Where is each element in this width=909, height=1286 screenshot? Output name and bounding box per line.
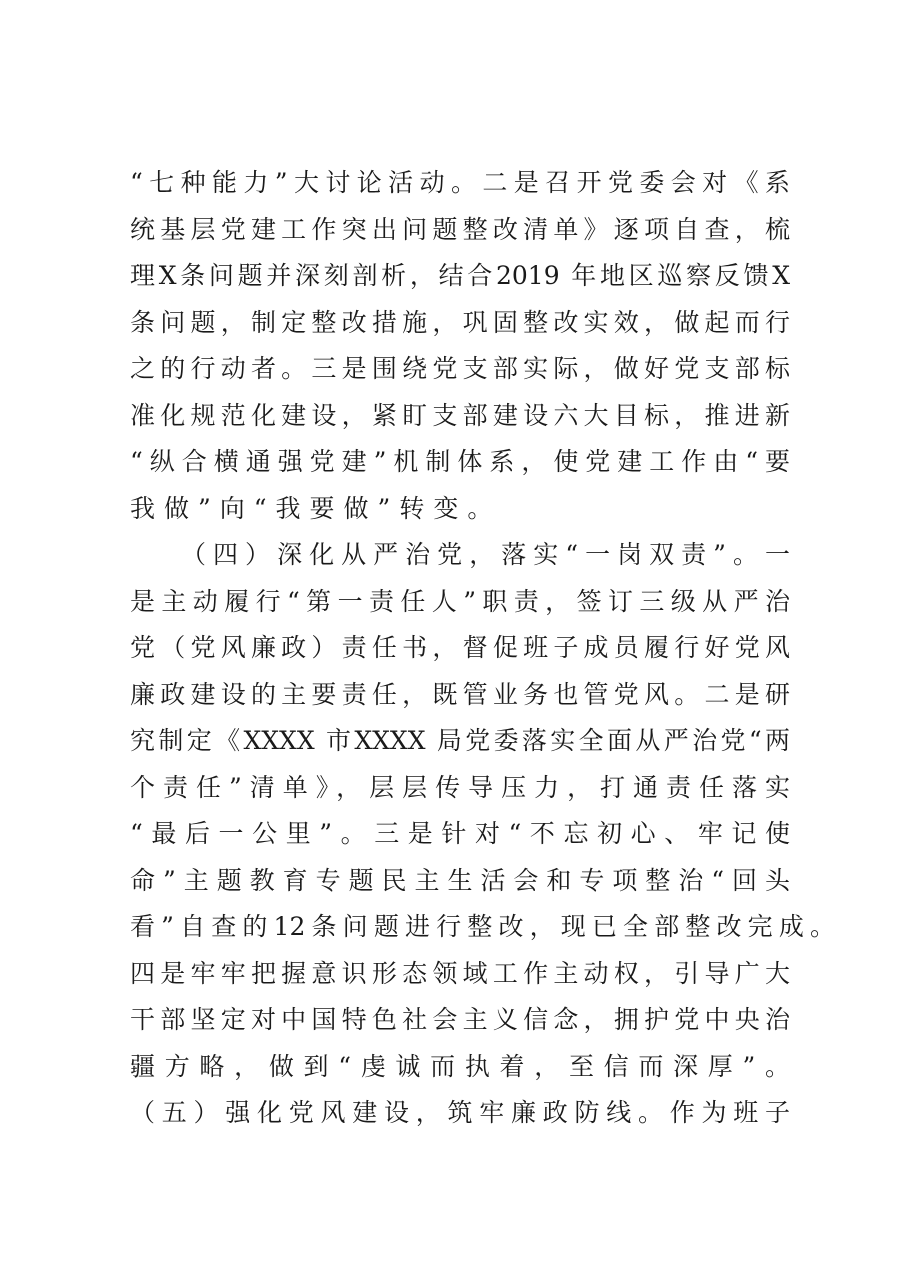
text-line-7: “纵合横通强党建”机制体系，使党建工作由“要: [130, 447, 790, 476]
text-line-14: 个责任”清单》，层层传导压力，打通责任落实: [130, 773, 790, 802]
text-line-13: 究制定《XXXX 市XXXX 局党委落实全面从严治党“两: [130, 726, 790, 755]
text-line-11: 党（党风廉政）责任书，督促班子成员履行好党风: [130, 633, 790, 662]
text-line-17: 看”自查的12条问题进行整改，现已全部整改完成。: [130, 912, 835, 941]
text-line-18: 四是牢牢把握意识形态领域工作主动权，引导广大: [130, 959, 790, 988]
text-line-16: 命”主题教育专题民主生活会和专项整治“回头: [130, 866, 790, 895]
text-line-10: 是主动履行“第一责任人”职责，签订三级从严治: [130, 587, 790, 616]
text-line-5: 之的行动者。三是围绕党支部实际，做好党支部标: [130, 354, 790, 383]
text-line-4: 条问题，制定整改措施，巩固整改实效，做起而行: [130, 308, 790, 337]
text-line-8: 我做”向“我要做”转变。: [130, 494, 502, 523]
text-line-3: 理X条问题并深刻剖析，结合2019 年地区巡察反馈X: [130, 261, 790, 290]
text-line-6: 准化规范化建设，紧盯支部建设六大目标，推进新: [130, 401, 790, 430]
text-line-2: 统基层党建工作突出问题整改清单》逐项自查，梳: [130, 215, 790, 244]
text-line-15: “最后一公里”。三是针对“不忘初心、牢记使: [130, 819, 790, 848]
text-line-20: 疆方略，做到“虔诚而执着，至信而深厚”。: [130, 1052, 790, 1081]
text-line-1: “七种能力”大讨论活动。二是召开党委会对《系: [130, 168, 790, 197]
text-line-21: （五）强化党风建设，筑牢廉政防线。作为班子: [130, 1098, 790, 1127]
text-line-12: 廉政建设的主要责任，既管业务也管党风。二是研: [130, 680, 790, 709]
text-line-9: （四）深化从严治党，落实“一岗双责”。一: [181, 540, 790, 569]
text-line-19: 干部坚定对中国特色社会主义信念，拥护党中央治: [130, 1005, 790, 1034]
